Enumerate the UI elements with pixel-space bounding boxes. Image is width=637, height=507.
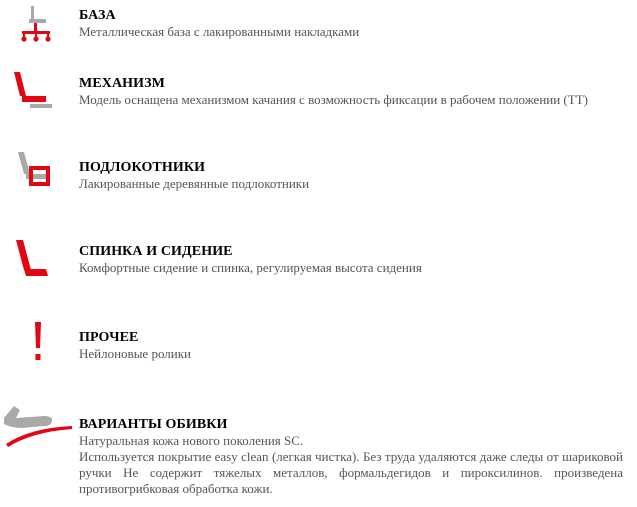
feature-description-line: Модель оснащена механизмом качания с возможность фиксации в рабочем положении (TT): [79, 92, 588, 107]
feature-title: ВАРИАНТЫ ОБИВКИ: [79, 417, 228, 432]
feature-title: МЕХАНИЗМ: [79, 76, 165, 91]
feature-other: [0, 318, 637, 378]
feature-description-line: Комфортные сидение и спинка, регулируемая высота сидения: [79, 260, 422, 275]
feature-description: [79, 433, 623, 497]
feature-description-line: Используется покрытие easy clean (легкая чистка). Без труда удаляются даже следы от шариковой ручки Не содержит тяжелых металлов, формальдегидов и пироксилинов. произведена противогрибковая обработка кожи.: [79, 449, 623, 496]
armrest-icon: [0, 148, 70, 208]
feature-title: СПИНКА И СИДЕНИЕ: [79, 244, 233, 259]
feature-mechanism: [0, 66, 637, 136]
feature-back-and-seat: [0, 232, 637, 292]
feature-description-line: Лакированные деревянные подлокотники: [79, 176, 310, 191]
feature-title: БАЗА: [79, 8, 116, 23]
feature-description: [79, 260, 623, 276]
feature-armrests: [0, 148, 637, 208]
feature-upholstery: [0, 398, 637, 507]
feature-description: [79, 176, 623, 192]
seat-back-icon: [0, 232, 70, 292]
feature-description-line: Нейлоновые ролики: [79, 346, 191, 361]
exclamation-icon: [0, 318, 70, 378]
feature-title: ПОДЛОКОТНИКИ: [79, 160, 206, 175]
feature-base: [0, 0, 637, 60]
feature-description: [79, 24, 623, 40]
feature-description-line: Металлическая база с лакированными накладками: [79, 24, 360, 39]
chair-base-icon: [0, 0, 70, 60]
feature-title: ПРОЧЕЕ: [79, 330, 139, 345]
feature-description: [79, 92, 623, 108]
feature-description-line: Натуральная кожа нового поколения SC.: [79, 433, 304, 448]
feature-description: [79, 346, 623, 362]
upholstery-hand-icon: [0, 398, 78, 458]
mechanism-icon: [0, 66, 70, 126]
